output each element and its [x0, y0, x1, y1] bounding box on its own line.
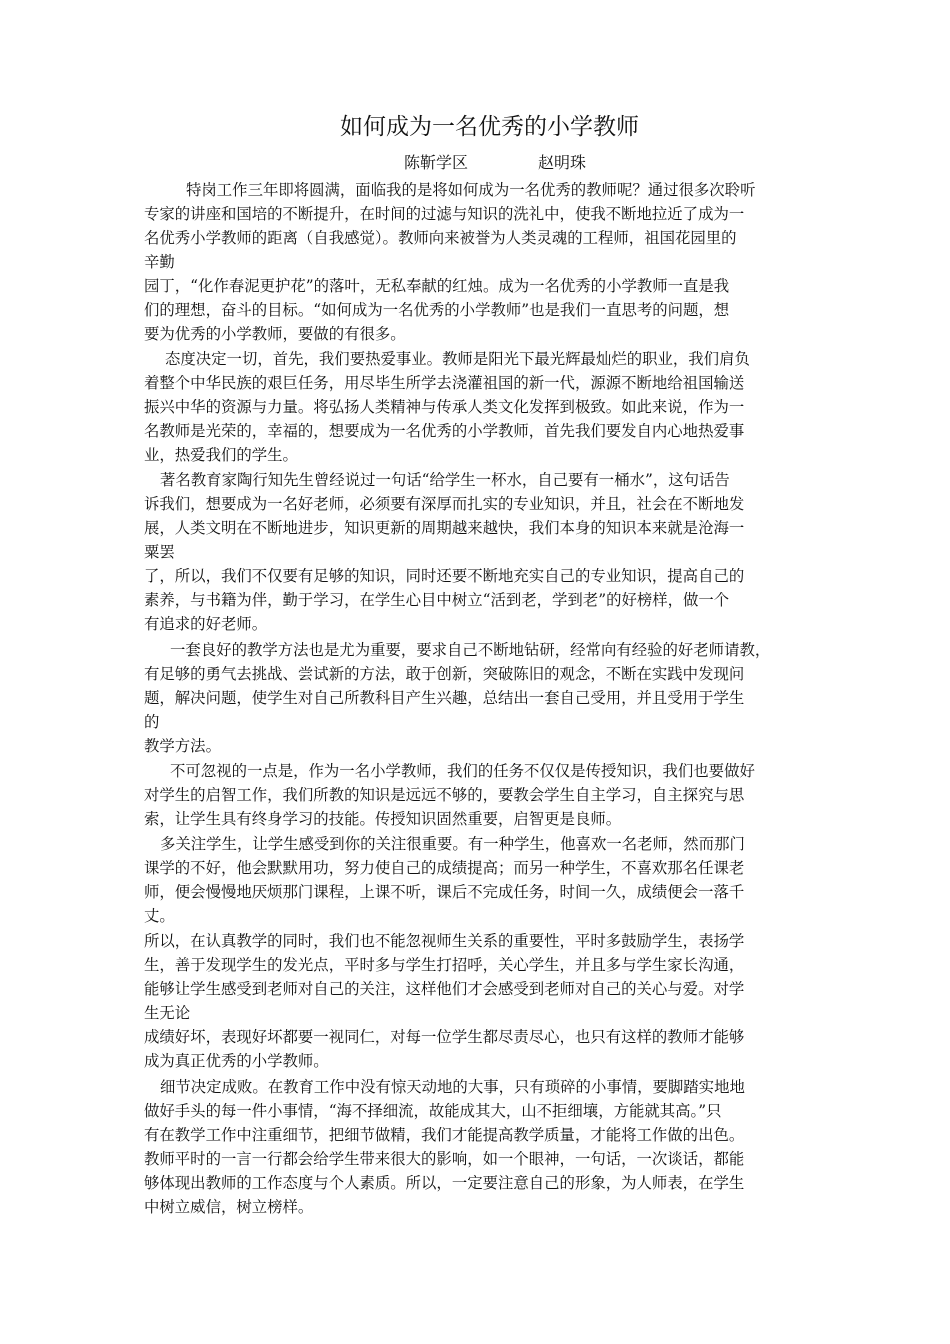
body-line: 园丁，“化作春泥更护花”的落叶，无私奉献的红烛。成为一名优秀的小学教师一直是我 — [144, 277, 730, 295]
body-line: 特岗工作三年即将圆满，面临我的是将如何成为一名优秀的教师呢？通过很多次聆听 — [186, 181, 756, 199]
body-line: 师，便会慢慢地厌烦那门课程，上课不听，课后不完成任务，时间一久，成绩便会一落千 — [144, 883, 745, 901]
body-line: 细节决定成败。在教育工作中没有惊天动地的大事，只有琐碎的小事情，要脚踏实地地 — [160, 1078, 745, 1096]
body-line: 了，所以，我们不仅要有足够的知识，同时还要不断地充实自己的专业知识，提高自己的 — [144, 567, 745, 585]
body-line: 教师平时的一言一行都会给学生带来很大的影响，如一个眼神，一句话，一次谈话，都能 — [144, 1150, 745, 1168]
body-line: 着整个中华民族的艰巨任务，用尽毕生所学去浇灌祖国的新一代，源源不断地给祖国输送 — [144, 374, 745, 392]
body-line: 一套良好的教学方法也是尤为重要，要求自己不断地钻研，经常向有经验的好老师请教， — [170, 641, 771, 659]
body-line: 生无论 — [144, 1004, 191, 1022]
body-line: 索，让学生具有终身学习的技能。传授知识固然重要，启智更是良师。 — [144, 810, 622, 828]
body-line: 粟罢 — [144, 543, 175, 561]
body-line: 中树立威信，树立榜样。 — [144, 1198, 314, 1216]
body-line: 名教师是光荣的，幸福的，想要成为一名优秀的小学教师，首先我们要发自内心地热爱事 — [144, 422, 745, 440]
body-line: 教学方法。 — [144, 737, 221, 755]
district-name: 陈靳学区 — [404, 153, 469, 172]
body-line: 课学的不好，他会默默用功，努力使自己的成绩提高；而另一种学生，不喜欢那名任课老 — [144, 859, 745, 877]
body-line: 所以，在认真教学的同时，我们也不能忽视师生关系的重要性，平时多鼓励学生，表扬学 — [144, 932, 745, 950]
body-line: 做好手头的每一件小事情，“海不择细流，故能成其大，山不拒细壤，方能就其高。”只 — [144, 1102, 722, 1120]
body-line: 要为优秀的小学教师，要做的有很多。 — [144, 325, 406, 343]
body-line: 辛勤 — [144, 253, 175, 271]
body-line: 多关注学生，让学生感受到你的关注很重要。有一种学生，他喜欢一名老师，然而那门 — [160, 835, 745, 853]
body-line: 著名教育家陶行知先生曾经说过一句话“给学生一杯水，自己要有一桶水”，这句话告 — [160, 471, 730, 489]
body-line: 素养，与书籍为伴，勤于学习，在学生心目中树立“活到老，学到老”的好榜样，做一个 — [144, 591, 730, 609]
body-line: 的 — [144, 713, 160, 731]
body-line: 有追求的好老师。 — [144, 615, 268, 633]
body-line: 振兴中华的资源与力量。将弘扬人类精神与传承人类文化发挥到极致。如此来说，作为一 — [144, 398, 745, 416]
body-line: 对学生的启智工作，我们所教的知识是远远不够的，要教会学生自主学习，自主探究与思 — [144, 786, 745, 804]
body-line: 有足够的勇气去挑战、尝试新的方法，敢于创新，突破陈旧的观念，不断在实践中发现问 — [144, 665, 745, 683]
body-line: 够体现出教师的工作态度与个人素质。所以，一定要注意自己的形象，为人师表，在学生 — [144, 1174, 745, 1192]
body-line: 专家的讲座和国培的不断提升，在时间的过滤与知识的洗礼中，使我不断地拉近了成为一 — [144, 205, 745, 223]
document-title: 如何成为一名优秀的小学教师 — [340, 114, 639, 140]
body-line: 诉我们，想要成为一名好老师，必须要有深厚而扎实的专业知识，并且，社会在不断地发 — [144, 495, 745, 513]
body-line: 展，人类文明在不断地进步，知识更新的周期越来越快，我们本身的知识本来就是沧海一 — [144, 519, 745, 537]
body-line: 成绩好坏，表现好坏都要一视同仁，对每一位学生都尽责尽心，也只有这样的教师才能够 — [144, 1028, 745, 1046]
body-line: 们的理想，奋斗的目标。“如何成为一名优秀的小学教师”也是我们一直思考的问题，想 — [144, 301, 730, 319]
body-line: 丈。 — [144, 907, 175, 925]
body-line: 成为真正优秀的小学教师。 — [144, 1052, 329, 1070]
author-name: 赵明珠 — [538, 153, 587, 172]
body-line: 有在教学工作中注重细节，把细节做精，我们才能提高教学质量，才能将工作做的出色。 — [144, 1126, 745, 1144]
body-line: 业，热爱我们的学生。 — [144, 446, 298, 464]
body-line: 能够让学生感受到老师对自己的关注，这样他们才会感受到老师对自己的关心与爱。对学 — [144, 980, 745, 998]
body-line: 不可忽视的一点是，作为一名小学教师，我们的任务不仅仅是传授知识，我们也要做好 — [170, 762, 755, 780]
body-line: 生，善于发现学生的发光点，平时多与学生打招呼，关心学生，并且多与学生家长沟通， — [144, 956, 745, 974]
body-line: 名优秀小学教师的距离（自我感觉）。教师向来被誉为人类灵魂的工程师，祖国花园里的 — [144, 229, 737, 247]
body-line: 态度决定一切，首先，我们要热爱事业。教师是阳光下最光辉最灿烂的职业，我们肩负 — [165, 350, 750, 368]
body-line: 题，解决问题，使学生对自己所教科目产生兴趣，总结出一套自己受用，并且受用于学生 — [144, 689, 745, 707]
